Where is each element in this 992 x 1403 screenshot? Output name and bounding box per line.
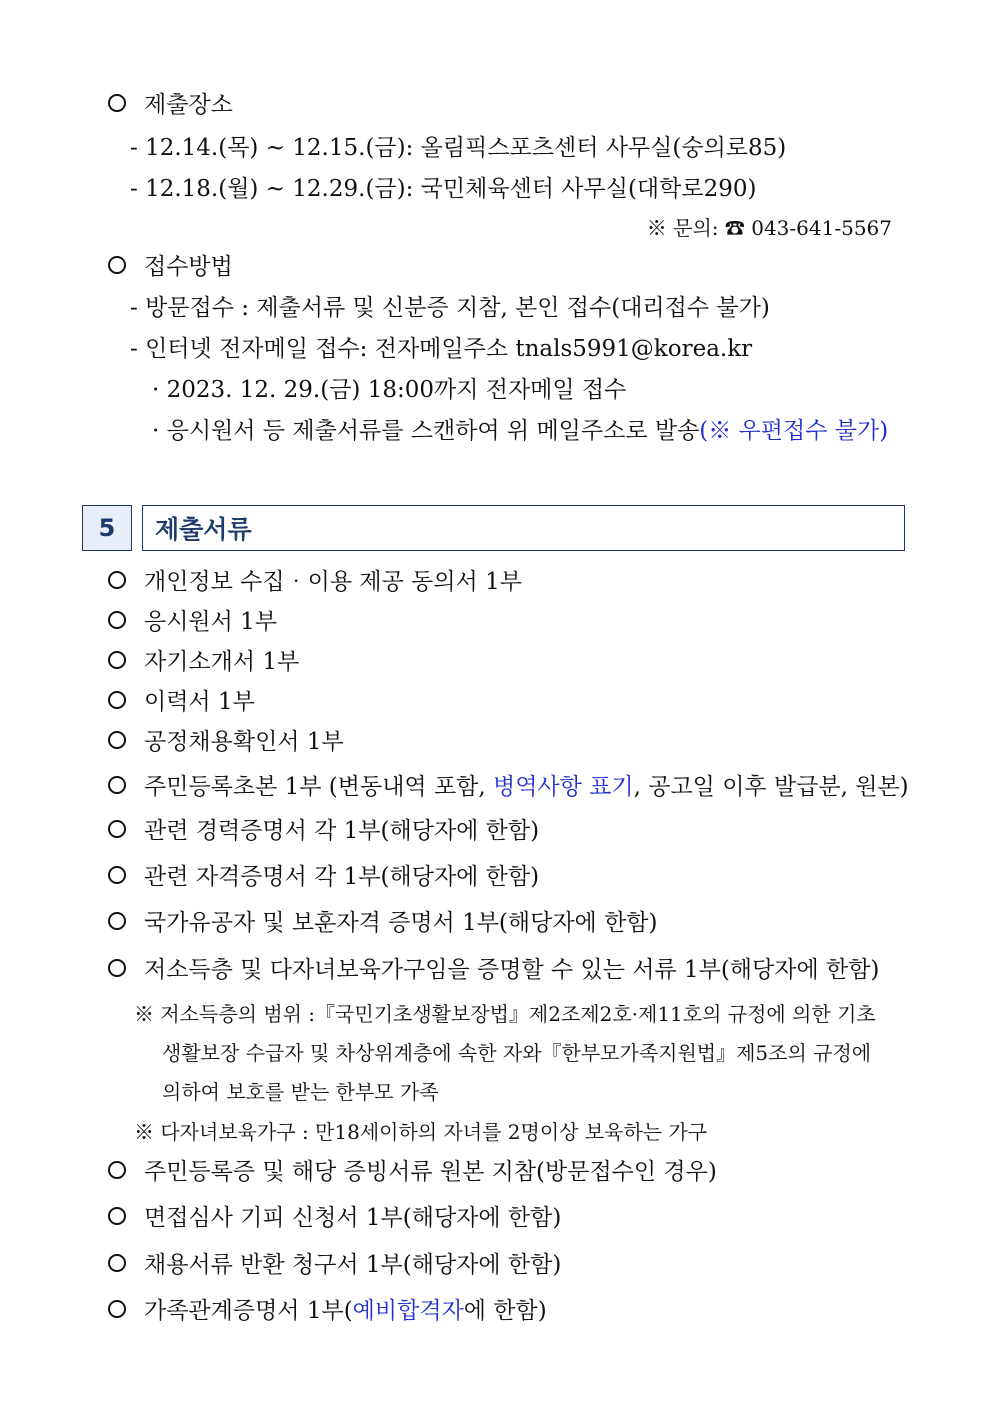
document-item: 이력서 1부 <box>108 687 255 717</box>
reception-sub-item: · 응시원서 등 제출서류를 스캔하여 위 메일주소로 발송(※ 우편접수 불가) <box>152 418 889 444</box>
submission-place-item: - 12.18.(월) ~ 12.29.(금): 국민체육센터 사무실(대학로290) <box>130 176 757 202</box>
reception-method-item: - 방문접수 : 제출서류 및 신분증 지참, 본인 접수(대리접수 불가) <box>130 295 770 321</box>
circle-bullet-icon <box>108 1207 126 1225</box>
circle-bullet-icon <box>108 571 126 589</box>
section-number: 5 <box>82 505 132 551</box>
document-item: 국가유공자 및 보훈자격 증명서 1부(해당자에 한함) <box>108 908 658 938</box>
submission-place-heading: 제출장소 <box>108 90 233 120</box>
document-item: 자기소개서 1부 <box>108 647 299 677</box>
circle-bullet-icon <box>108 651 126 669</box>
document-item: 저소득층 및 다자녀보육가구임을 증명할 수 있는 서류 1부(해당자에 한함) <box>108 955 879 985</box>
low-income-note-line: 의하여 보호를 받는 한부모 가족 <box>162 1080 439 1104</box>
no-mail-note: (※ 우편접수 불가) <box>699 418 889 444</box>
circle-bullet-icon <box>108 1254 126 1272</box>
circle-bullet-icon <box>108 959 126 977</box>
circle-bullet-icon <box>108 691 126 709</box>
circle-bullet-icon <box>108 1161 126 1179</box>
circle-bullet-icon <box>108 866 126 884</box>
circle-bullet-icon <box>108 731 126 749</box>
circle-bullet-icon <box>108 820 126 838</box>
reception-method-heading: 접수방법 <box>108 252 233 282</box>
submission-place-item: - 12.14.(목) ~ 12.15.(금): 올림픽스포츠센터 사무실(숭의로85) <box>130 135 787 161</box>
document-item-resident: 주민등록초본 1부 (변동내역 포함, 병역사항 표기, 공고일 이후 발급분, 원본) <box>108 772 909 802</box>
circle-bullet-icon <box>108 94 126 112</box>
low-income-note-line: 생활보장 수급자 및 차상위계층에 속한 자와『한부모가족지원법』제5조의 규정에 <box>162 1041 872 1065</box>
circle-bullet-icon <box>108 1300 126 1318</box>
reception-sub-item: · 2023. 12. 29.(금) 18:00까지 전자메일 접수 <box>152 377 627 403</box>
circle-bullet-icon <box>108 611 126 629</box>
document-item: 개인정보 수집‧이용 제공 동의서 1부 <box>108 567 522 597</box>
section-title: 제출서류 <box>142 505 905 551</box>
reception-method-item: - 인터넷 전자메일 접수: 전자메일주소 tnals5991@korea.kr <box>130 336 753 362</box>
document-item: 주민등록증 및 해당 증빙서류 원본 지참(방문접수인 경우) <box>108 1157 717 1187</box>
document-item: 채용서류 반환 청구서 1부(해당자에 한함) <box>108 1250 561 1280</box>
document-item: 응시원서 1부 <box>108 607 277 637</box>
document-item: 관련 경력증명서 각 1부(해당자에 한함) <box>108 816 539 846</box>
circle-bullet-icon <box>108 776 126 794</box>
document-item: 공정채용확인서 1부 <box>108 727 344 757</box>
circle-bullet-icon <box>108 256 126 274</box>
multi-child-note: ※ 다자녀보육가구 : 만18세이하의 자녀를 2명이상 보육하는 가구 <box>134 1120 708 1144</box>
contact-note: ※ 문의: ☎ 043-641-5567 <box>646 216 892 240</box>
document-item: 면접심사 기피 신청서 1부(해당자에 한함) <box>108 1203 561 1233</box>
low-income-note-line: ※ 저소득층의 범위 :『국민기초생활보장법』제2조제2호·제11호의 규정에 의한 기초 <box>134 1002 876 1026</box>
circle-bullet-icon <box>108 912 126 930</box>
document-item: 관련 자격증명서 각 1부(해당자에 한함) <box>108 862 539 892</box>
document-item-family: 가족관계증명서 1부(예비합격자에 한함) <box>108 1296 547 1326</box>
